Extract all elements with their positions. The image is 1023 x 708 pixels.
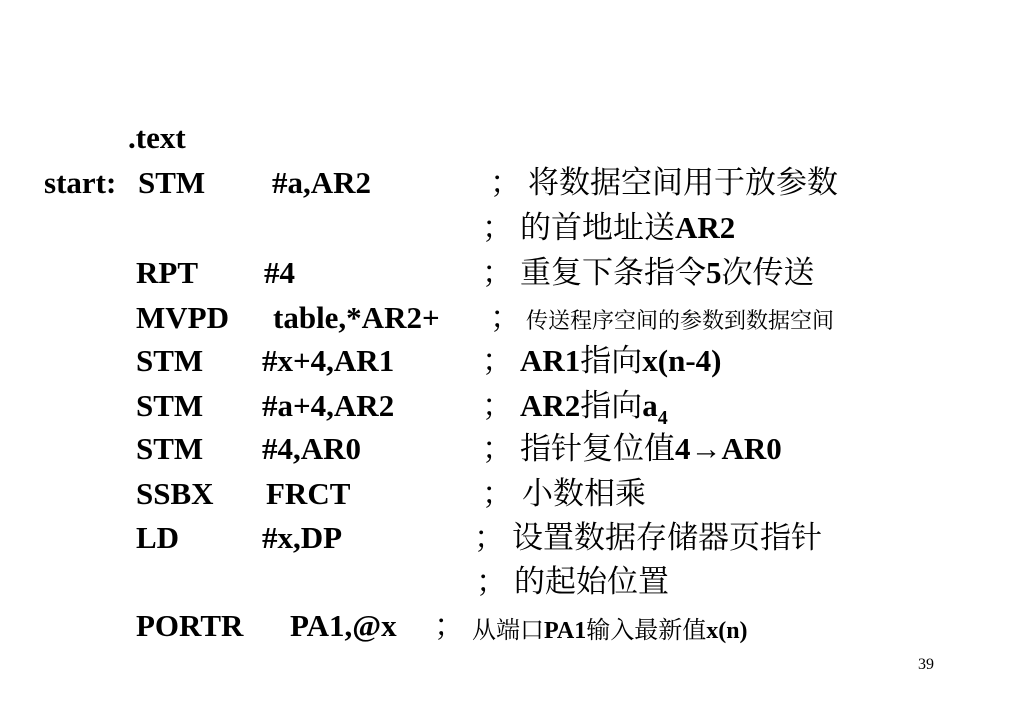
comment: 将数据空间用于放参数: [528, 165, 838, 201]
operand: #a,AR2: [272, 165, 372, 200]
start-label: start:: [44, 165, 117, 200]
mnemonic: RPT: [136, 255, 198, 290]
page-number: 39: [918, 656, 934, 673]
operand: #x,DP: [262, 520, 343, 555]
mnemonic: STM: [136, 343, 204, 378]
comment: 指针复位值4→AR0: [520, 431, 782, 467]
comment: 从端口PA1输入最新值x(n): [472, 616, 748, 644]
mnemonic: PORTR: [136, 608, 244, 643]
comment-separator: ；: [482, 431, 513, 467]
operand: PA1,@x: [290, 608, 397, 643]
comment: AR2指向$a_4$: [520, 388, 668, 429]
operand: #x+4,AR1: [262, 343, 395, 378]
comment-separator: ；: [482, 255, 513, 291]
comment: 传送程序空间的参数到数据空间: [526, 309, 835, 334]
text-directive: .text: [128, 120, 186, 155]
mnemonic: LD: [136, 520, 180, 555]
mnemonic: STM: [136, 388, 204, 423]
mnemonic: STM: [138, 165, 206, 200]
comment: 的首地址送AR2: [520, 210, 736, 246]
comment: AR1指向x(n-4): [520, 343, 722, 379]
operand: #4: [264, 255, 295, 290]
operand: FRCT: [266, 476, 351, 511]
comment: 重复下条指令5次传送: [520, 255, 815, 291]
comment-separator: ；: [482, 388, 513, 424]
mnemonic: MVPD: [136, 300, 229, 335]
comment-separator: ；: [490, 165, 521, 201]
operand: #a+4,AR2: [262, 388, 395, 423]
comment: 的起始位置: [514, 564, 669, 600]
comment-separator: ；: [482, 476, 513, 512]
mnemonic: SSBX: [136, 476, 214, 511]
comment: 小数相乘: [522, 476, 646, 512]
comment: 设置数据存储器页指针: [512, 520, 822, 556]
comment-separator: ；: [482, 343, 513, 379]
comment-separator: ；: [490, 300, 521, 336]
comment-separator: ；: [434, 608, 465, 644]
comment-separator: ；: [474, 520, 505, 556]
comment-separator: ；: [476, 564, 507, 600]
mnemonic: STM: [136, 431, 204, 466]
operand: #4,AR0: [262, 431, 362, 466]
comment-separator: ；: [482, 210, 513, 246]
operand: table,*AR2+: [273, 300, 440, 335]
